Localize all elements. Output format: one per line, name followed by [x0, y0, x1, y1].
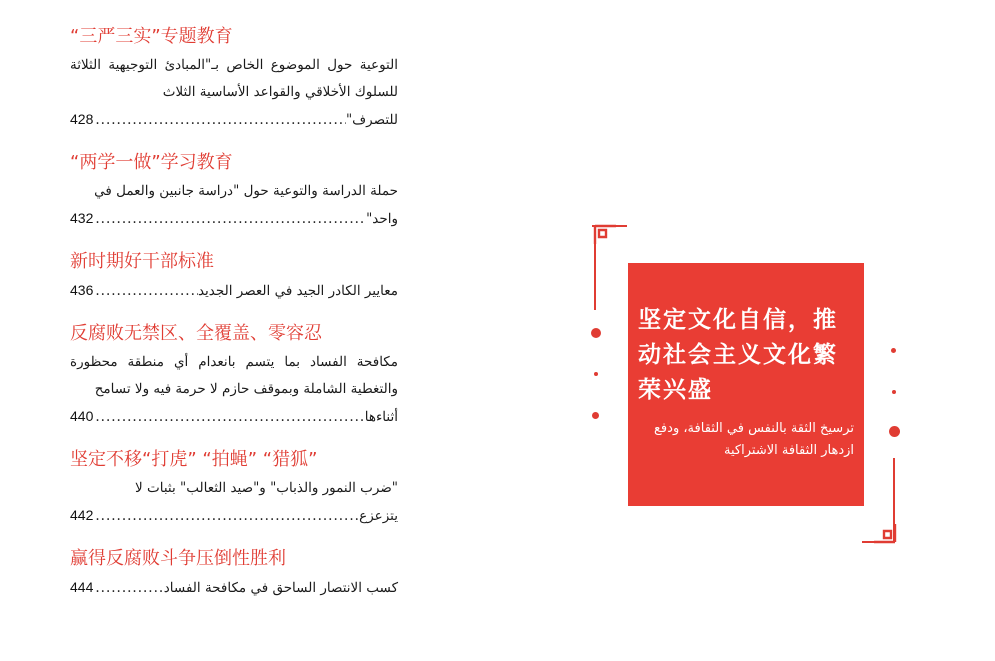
- table-of-contents: [70, 22, 398, 616]
- frame-line-left: [594, 226, 596, 310]
- page-number: 428: [70, 111, 94, 127]
- banner-title: 坚定文化自信，推动社会主义文化繁荣兴盛: [638, 307, 838, 403]
- toc-entry-leader-line: [70, 277, 398, 305]
- toc-entry-description-end: معايير الكادر الجيد في العصر الجديد: [197, 283, 398, 299]
- page-number: 442: [70, 507, 94, 523]
- toc-entry-description: حملة الدراسة والتوعية حول "دراسة جانبين والعمل في: [94, 183, 398, 199]
- dot-leader: [93, 206, 366, 233]
- toc-entry-heading: 赢得反腐败斗争压倒性胜利: [70, 548, 286, 569]
- page-number: 432: [70, 210, 94, 226]
- toc-entry-description-end: أثناءها: [364, 409, 398, 425]
- page-number: 444: [70, 579, 94, 595]
- toc-entry-description-end: واحد": [366, 211, 398, 227]
- toc-entry-heading: “两学一做”学习教育: [70, 152, 233, 173]
- toc-entry[interactable]: [70, 247, 398, 305]
- frame-dot: [594, 372, 598, 376]
- toc-entry-heading: “三严三实”专题教育: [70, 26, 233, 47]
- toc-entry[interactable]: [70, 544, 398, 602]
- dot-leader: [93, 278, 198, 305]
- frame-dot: [891, 348, 896, 353]
- dot-leader: [93, 404, 364, 431]
- toc-entry-leader-line: [70, 574, 398, 602]
- toc-entry-description: مكافحة الفساد بما يتسم بانعدام أي منطقة محظورة والتغطية الشاملة وبموقف حازم لا حرمة فيه ولا تسامح: [70, 354, 398, 397]
- toc-entry-leader-line: [70, 106, 398, 134]
- frame-line-top: [592, 225, 627, 227]
- toc-entry[interactable]: [70, 148, 398, 233]
- frame-dot: [591, 328, 601, 338]
- toc-entry-heading: 坚定不移“打虎” “拍蝇” “猎狐”: [70, 449, 318, 470]
- frame-dot: [592, 412, 599, 419]
- dot-leader: [93, 575, 163, 602]
- toc-entry-description-end: كسب الانتصار الساحق في مكافحة الفساد: [163, 580, 398, 596]
- toc-entry-description-end: للتصرف": [345, 112, 398, 128]
- toc-entry-leader-line: [70, 502, 398, 530]
- toc-entry[interactable]: [70, 22, 398, 134]
- toc-entry-leader-line: [70, 403, 398, 431]
- banner-subtitle: ترسيخ الثقة بالنفس في الثقافة، ودفع ازدهار الثقافة الاشتراكية: [654, 421, 854, 458]
- dot-leader: [93, 503, 359, 530]
- frame-dot: [892, 390, 896, 394]
- corner-knot-bottom-right: [872, 522, 898, 544]
- toc-entry-heading: 反腐败无禁区、全覆盖、零容忍: [70, 323, 322, 344]
- toc-entry-description: "ضرب النمور والذباب" و"صيد الثعالب" بثبات لا: [135, 480, 398, 496]
- toc-entry[interactable]: [70, 319, 398, 431]
- toc-entry-leader-line: [70, 205, 398, 233]
- toc-entry-description: التوعية حول الموضوع الخاص بـ"المبادئ التوجيهية الثلاثة للسلوك الأخلاقي والقواعد الأساسية الثلاث: [70, 57, 398, 100]
- toc-entry[interactable]: [70, 445, 398, 530]
- section-banner: [628, 263, 864, 506]
- toc-entry-description-end: يتزعزع: [359, 508, 398, 524]
- toc-entry-heading: 新时期好干部标准: [70, 251, 214, 272]
- page-number: 436: [70, 282, 94, 298]
- frame-dot: [889, 426, 900, 437]
- dot-leader: [93, 107, 346, 134]
- page-number: 440: [70, 408, 94, 424]
